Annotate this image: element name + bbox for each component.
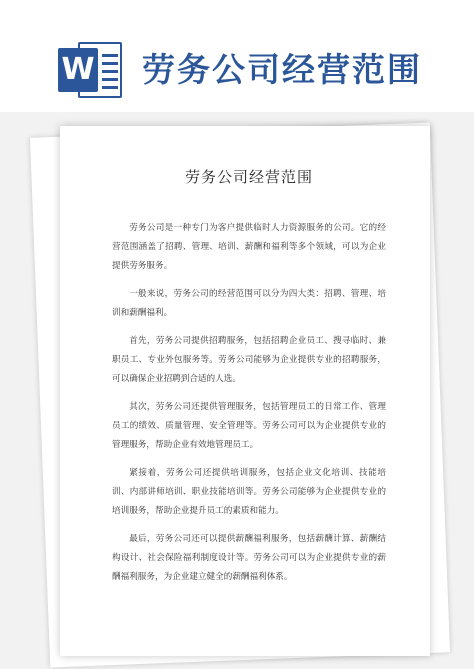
document-title: 劳务公司经营范围 xyxy=(184,168,313,186)
paragraph-categories: 一般来说，劳务公司的经营范围可以分为四大类：招聘、管理、培训和薪酬福利。 xyxy=(112,289,386,318)
banner-header xyxy=(0,0,474,120)
document-preview-area xyxy=(0,112,474,669)
paragraph-training: 紧接着，劳务公司还提供培训服务，包括企业文化培训、技能培训、内部讲师培训、职业技能培训等。劳务公司能够为企业提供专业的培训服务，帮助企业提升员工的素质和能力。 xyxy=(112,468,386,516)
paragraph-compensation: 最后，劳务公司还可以提供薪酬福利服务，包括薪酬计算、薪酬结构设计、社会保险福利制度设计等。劳务公司可以为企业提供专业的薪酬福利服务，为企业建立健全的薪酬福利体系。 xyxy=(112,534,386,582)
word-doc-icon xyxy=(58,40,126,100)
word-w-badge: W xyxy=(58,48,98,92)
banner-title: 劳务公司经营范围 xyxy=(142,50,422,89)
document-page xyxy=(60,126,430,656)
paragraph-management: 其次，劳务公司还提供管理服务，包括管理员工的日常工作、管理员工的绩效、质量管理、安全管理等。劳务公司可以为企业提供专业的管理服务，帮助企业有效地管理员工。 xyxy=(112,402,386,450)
paragraph-recruiting: 首先，劳务公司提供招聘服务，包括招聘企业员工、搜寻临时、兼职员工、专业外包服务等。劳务公司能够为企业提供专业的招聘服务，可以确保企业招聘到合适的人选。 xyxy=(112,336,386,384)
paragraph-intro: 劳务公司是一种专门为客户提供临时人力资源服务的公司。它的经营范围涵盖了招聘、管理、培训、薪酬和福利等多个领域，可以为企业提供劳务服务。 xyxy=(112,223,386,271)
